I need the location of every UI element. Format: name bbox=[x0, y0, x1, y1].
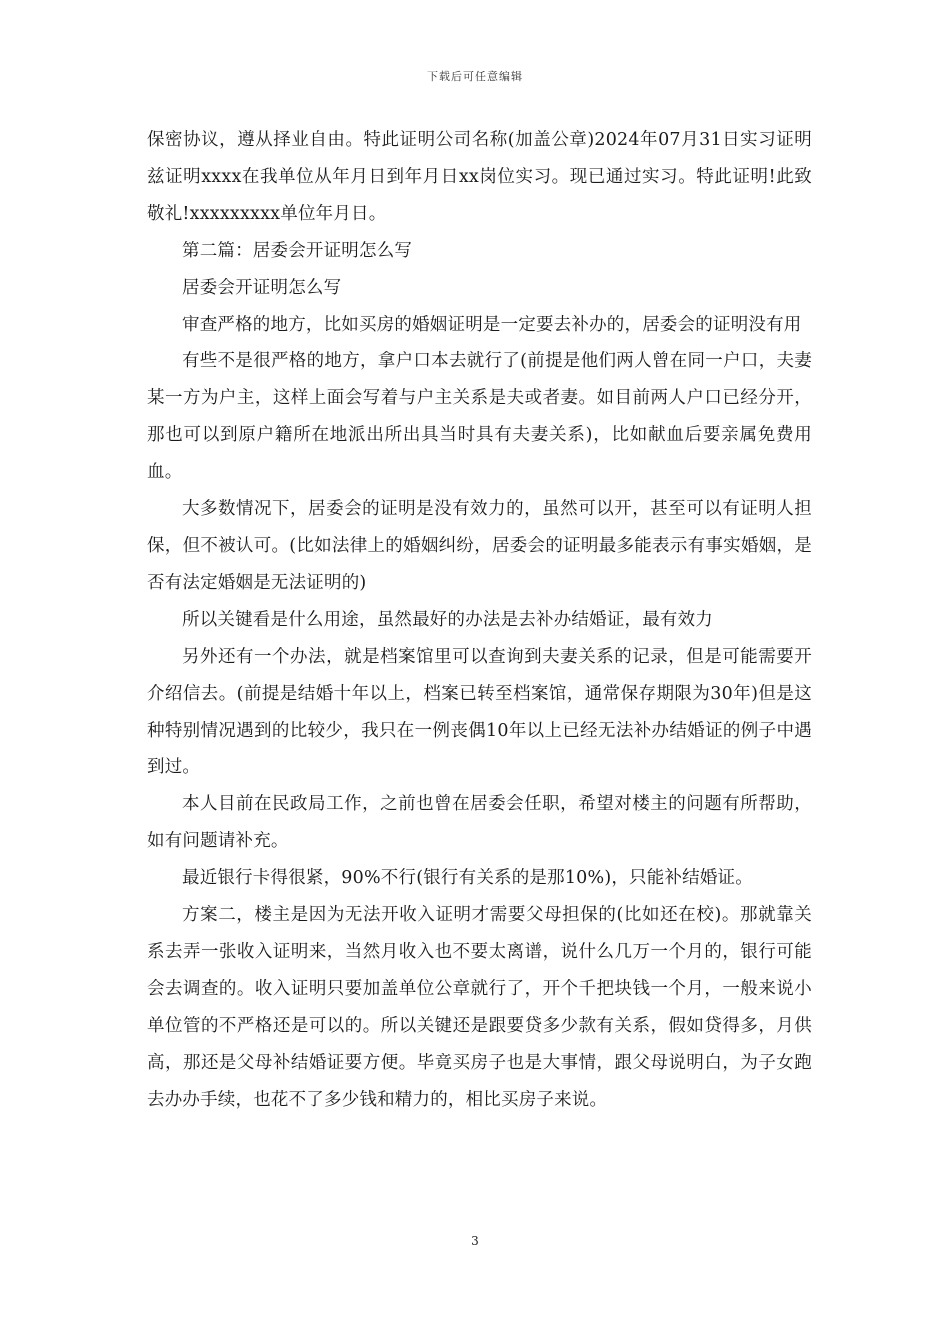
paragraph: 所以关键看是什么用途，虽然最好的办法是去补办结婚证，最有效力 bbox=[182, 609, 713, 630]
paragraph: 最近银行卡得很紧，90%不行(银行有关系的是那10%)，只能补结婚证。 bbox=[182, 868, 753, 889]
paragraph: 有些不是很严格的地方，拿户口本去就行了(前提是他们两人曾在同一户口，夫妻某一方为户主，这样上面会写着与户主关系是夫或者妻。如目前两人户口已经分开，那也可以到原户籍所在地派出所出具当时具有夫妻关系)，比如献血后要亲属免费用血。 bbox=[147, 351, 812, 483]
section-heading: 第二篇：居委会开证明怎么写 bbox=[182, 240, 413, 261]
header-note: 下载后可任意编辑 bbox=[427, 70, 523, 83]
document-body bbox=[147, 122, 812, 1118]
paragraph: 审查严格的地方，比如买房的婚姻证明是一定要去补办的，居委会的证明没有用 bbox=[182, 314, 802, 335]
paragraph: 大多数情况下，居委会的证明是没有效力的，虽然可以开，甚至可以有证明人担保，但不被认可。(比如法律上的婚姻纠纷，居委会的证明最多能表示有事实婚姻，是否有法定婚姻是无法证明的) bbox=[147, 499, 812, 593]
paragraph: 本人目前在民政局工作，之前也曾在居委会任职，希望对楼主的问题有所帮助，如有问题请补充。 bbox=[147, 794, 812, 852]
paragraph: 另外还有一个办法，就是档案馆里可以查询到夫妻关系的记录，但是可能需要开介绍信去。(前提是结婚十年以上，档案已转至档案馆，通常保存期限为30年)但是这种特别情况遇到的比较少，我只在一例丧偶10年以上已经无法补办结婚证的例子中遇到过。 bbox=[147, 646, 812, 778]
page-number: 3 bbox=[471, 1234, 479, 1248]
section-subtitle: 居委会开证明怎么写 bbox=[182, 277, 342, 298]
paragraph: 保密协议，遵从择业自由。特此证明公司名称(加盖公章)2024年07月31日实习证明兹证明xxxx在我单位从年月日到年月日xx岗位实习。现已通过实习。特此证明!此致敬礼!xxxxxxxxx单位年月日。 bbox=[147, 130, 812, 224]
paragraph: 方案二，楼主是因为无法开收入证明才需要父母担保的(比如还在校)。那就靠关系去弄一张收入证明来，当然月收入也不要太离谱，说什么几万一个月的，银行可能会去调查的。收入证明只要加盖单位公章就行了，开个千把块钱一个月，一般来说小单位管的不严格还是可以的。所以关键还是跟要贷多少款有关系，假如贷得多，月供高，那还是父母补结婚证要方便。毕竟买房子也是大事情，跟父母说明白，为子女跑去办办手续，也花不了多少钱和精力的，相比买房子来说。 bbox=[147, 905, 812, 1110]
